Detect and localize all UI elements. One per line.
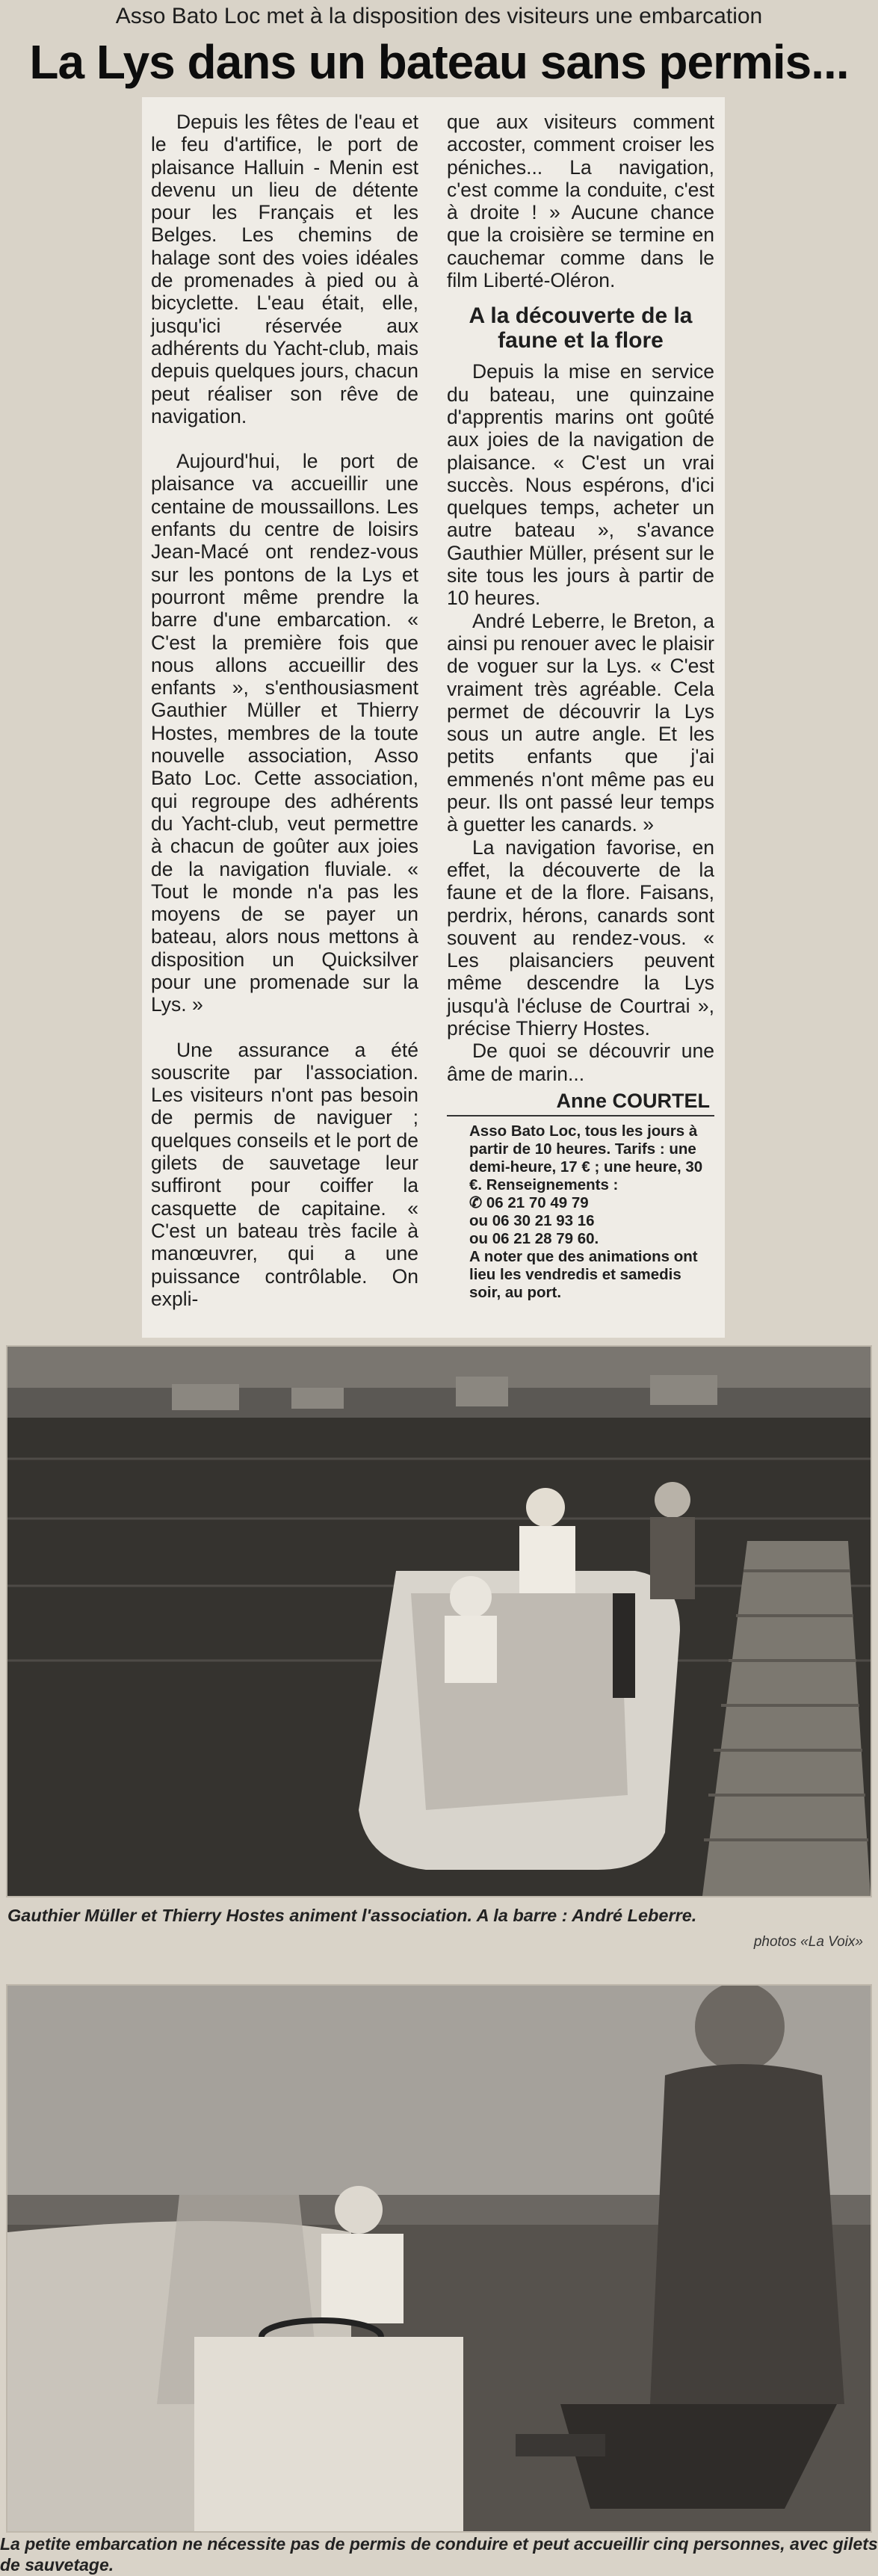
paragraph: Aujourd'hui, le port de plaisance va accueillir une centaine de moussaillons. Les enfants du centre de loisirs Jean-Macé ont rendez-vous sur les pontons de la Lys et pourront même prendre la barre d'une embarcation. « C'est la première fois que nous allons accueillir des enfants », s'enthousiasment Gauthier Müller et Thierry Hostes, membres de la toute nouvelle association, Asso Bato Loc. Cette association, qui regroupe des adhérents du Yacht-club, veut permettre à chacun de goûter aux joies de la navigation fluviale. « Tout le monde n'a pas les moyens de se payer un bateau, alors nous mettons à disposition un Quicksilver pour une promenade sur la Lys. » xyxy=(151,450,418,1016)
info-text: Asso Bato Loc, tous les jours à partir de 10 heures. Tarifs : une demi-heure, 17 € ; une heure, 30 €. Renseignements : xyxy=(469,1122,703,1194)
info-box xyxy=(447,1122,714,1302)
paragraph: De quoi se découvrir une âme de marin... xyxy=(447,1040,714,1085)
headline: La Lys dans un bateau sans permis... xyxy=(29,35,849,89)
photo-caption: Gauthier Müller et Thierry Hostes animent l'association. A la barre : André Leberre. xyxy=(7,1906,697,1925)
paragraph: Une assurance a été souscrite par l'association. Les visiteurs n'ont pas besoin de permis de naviguer ; quelques conseils et le port de gilets de sauvetage leur suffiront pour coiffer la casquette de capitaine. « C'est un bateau très facile à manœuvrer, qui a une puissance contrôlable. On expli- xyxy=(151,1038,418,1310)
subheading: A la découverte de la faune et la flore xyxy=(469,303,693,353)
phone-number: ou 06 30 21 93 16 xyxy=(469,1212,595,1230)
photo-boat-on-water xyxy=(6,1345,872,1897)
author-signature: Anne COURTEL xyxy=(556,1089,710,1112)
photo-boat-helm xyxy=(6,1984,872,2533)
phone-number: ou 06 21 28 79 60. xyxy=(469,1230,599,1248)
paragraph: La navigation favorise, en effet, la découverte de la faune et de la flore. Faisans, perdrix, hérons, canards sont souvent au rendez-vous. « Les plaisanciers peuvent même descendre la Lys jusqu'à l'écluse de Courtrai », précise Thierry Hostes. xyxy=(447,835,714,1040)
info-note: A noter que des animations ont lieu les vendredis et samedis soir, au port. xyxy=(469,1248,698,1302)
article-column-1 xyxy=(151,111,418,1310)
paragraph: Depuis la mise en service du bateau, une quinzaine d'apprentis marins ont goûté aux joies de la navigation de plaisance. « C'est un vrai succès. Nous espérons, d'ici quelques temps, acheter un autre bateau », s'avance Gauthier Müller, présent sur le site tous les jours à partir de 10 heures. xyxy=(447,360,714,610)
divider xyxy=(447,1115,714,1116)
kicker: Asso Bato Loc met à la disposition des visiteurs une embarcation xyxy=(115,4,763,28)
paragraph: Depuis les fêtes de l'eau et le feu d'artifice, le port de plaisance Halluin - Menin est devenu un lieu de détente pour les Français et les Belges. Les chemins de halage sont des voies idéales de promenades à pied ou à bicyclette. L'eau était, elle, jusqu'ici réservée aux adhérents du Yacht-club, mais depuis quelques jours, chacun peut réaliser son rêve de navigation. xyxy=(151,111,418,427)
article-body xyxy=(142,97,725,1338)
paragraph: que aux visiteurs comment accoster, comment croiser les péniches... La navigation, c'est comme la conduite, c'est à droite ! » Aucune chance que la croisière se termine en cauchemar comme dans le film Liberté-Oléron. xyxy=(447,111,714,292)
photo-credit: photos «La Voix» xyxy=(753,1934,863,1950)
paragraph: André Leberre, le Breton, a ainsi pu renouer avec le plaisir de voguer sur la Lys. « C'est vraiment très agréable. Cela permet de découvrir la Lys sous un autre angle. Et les petits enfants que j'ai emmenés n'ont même pas eu peur. Ils ont passé leur temps à guetter les canards. » xyxy=(447,609,714,836)
phone-number: ✆ 06 21 70 49 79 xyxy=(469,1194,589,1212)
article-column-2 xyxy=(447,111,714,1302)
photo-caption: La petite embarcation ne nécessite pas de permis de conduire et peut accueillir cinq personnes, avec gilets de sauvetage. xyxy=(0,2534,878,2575)
